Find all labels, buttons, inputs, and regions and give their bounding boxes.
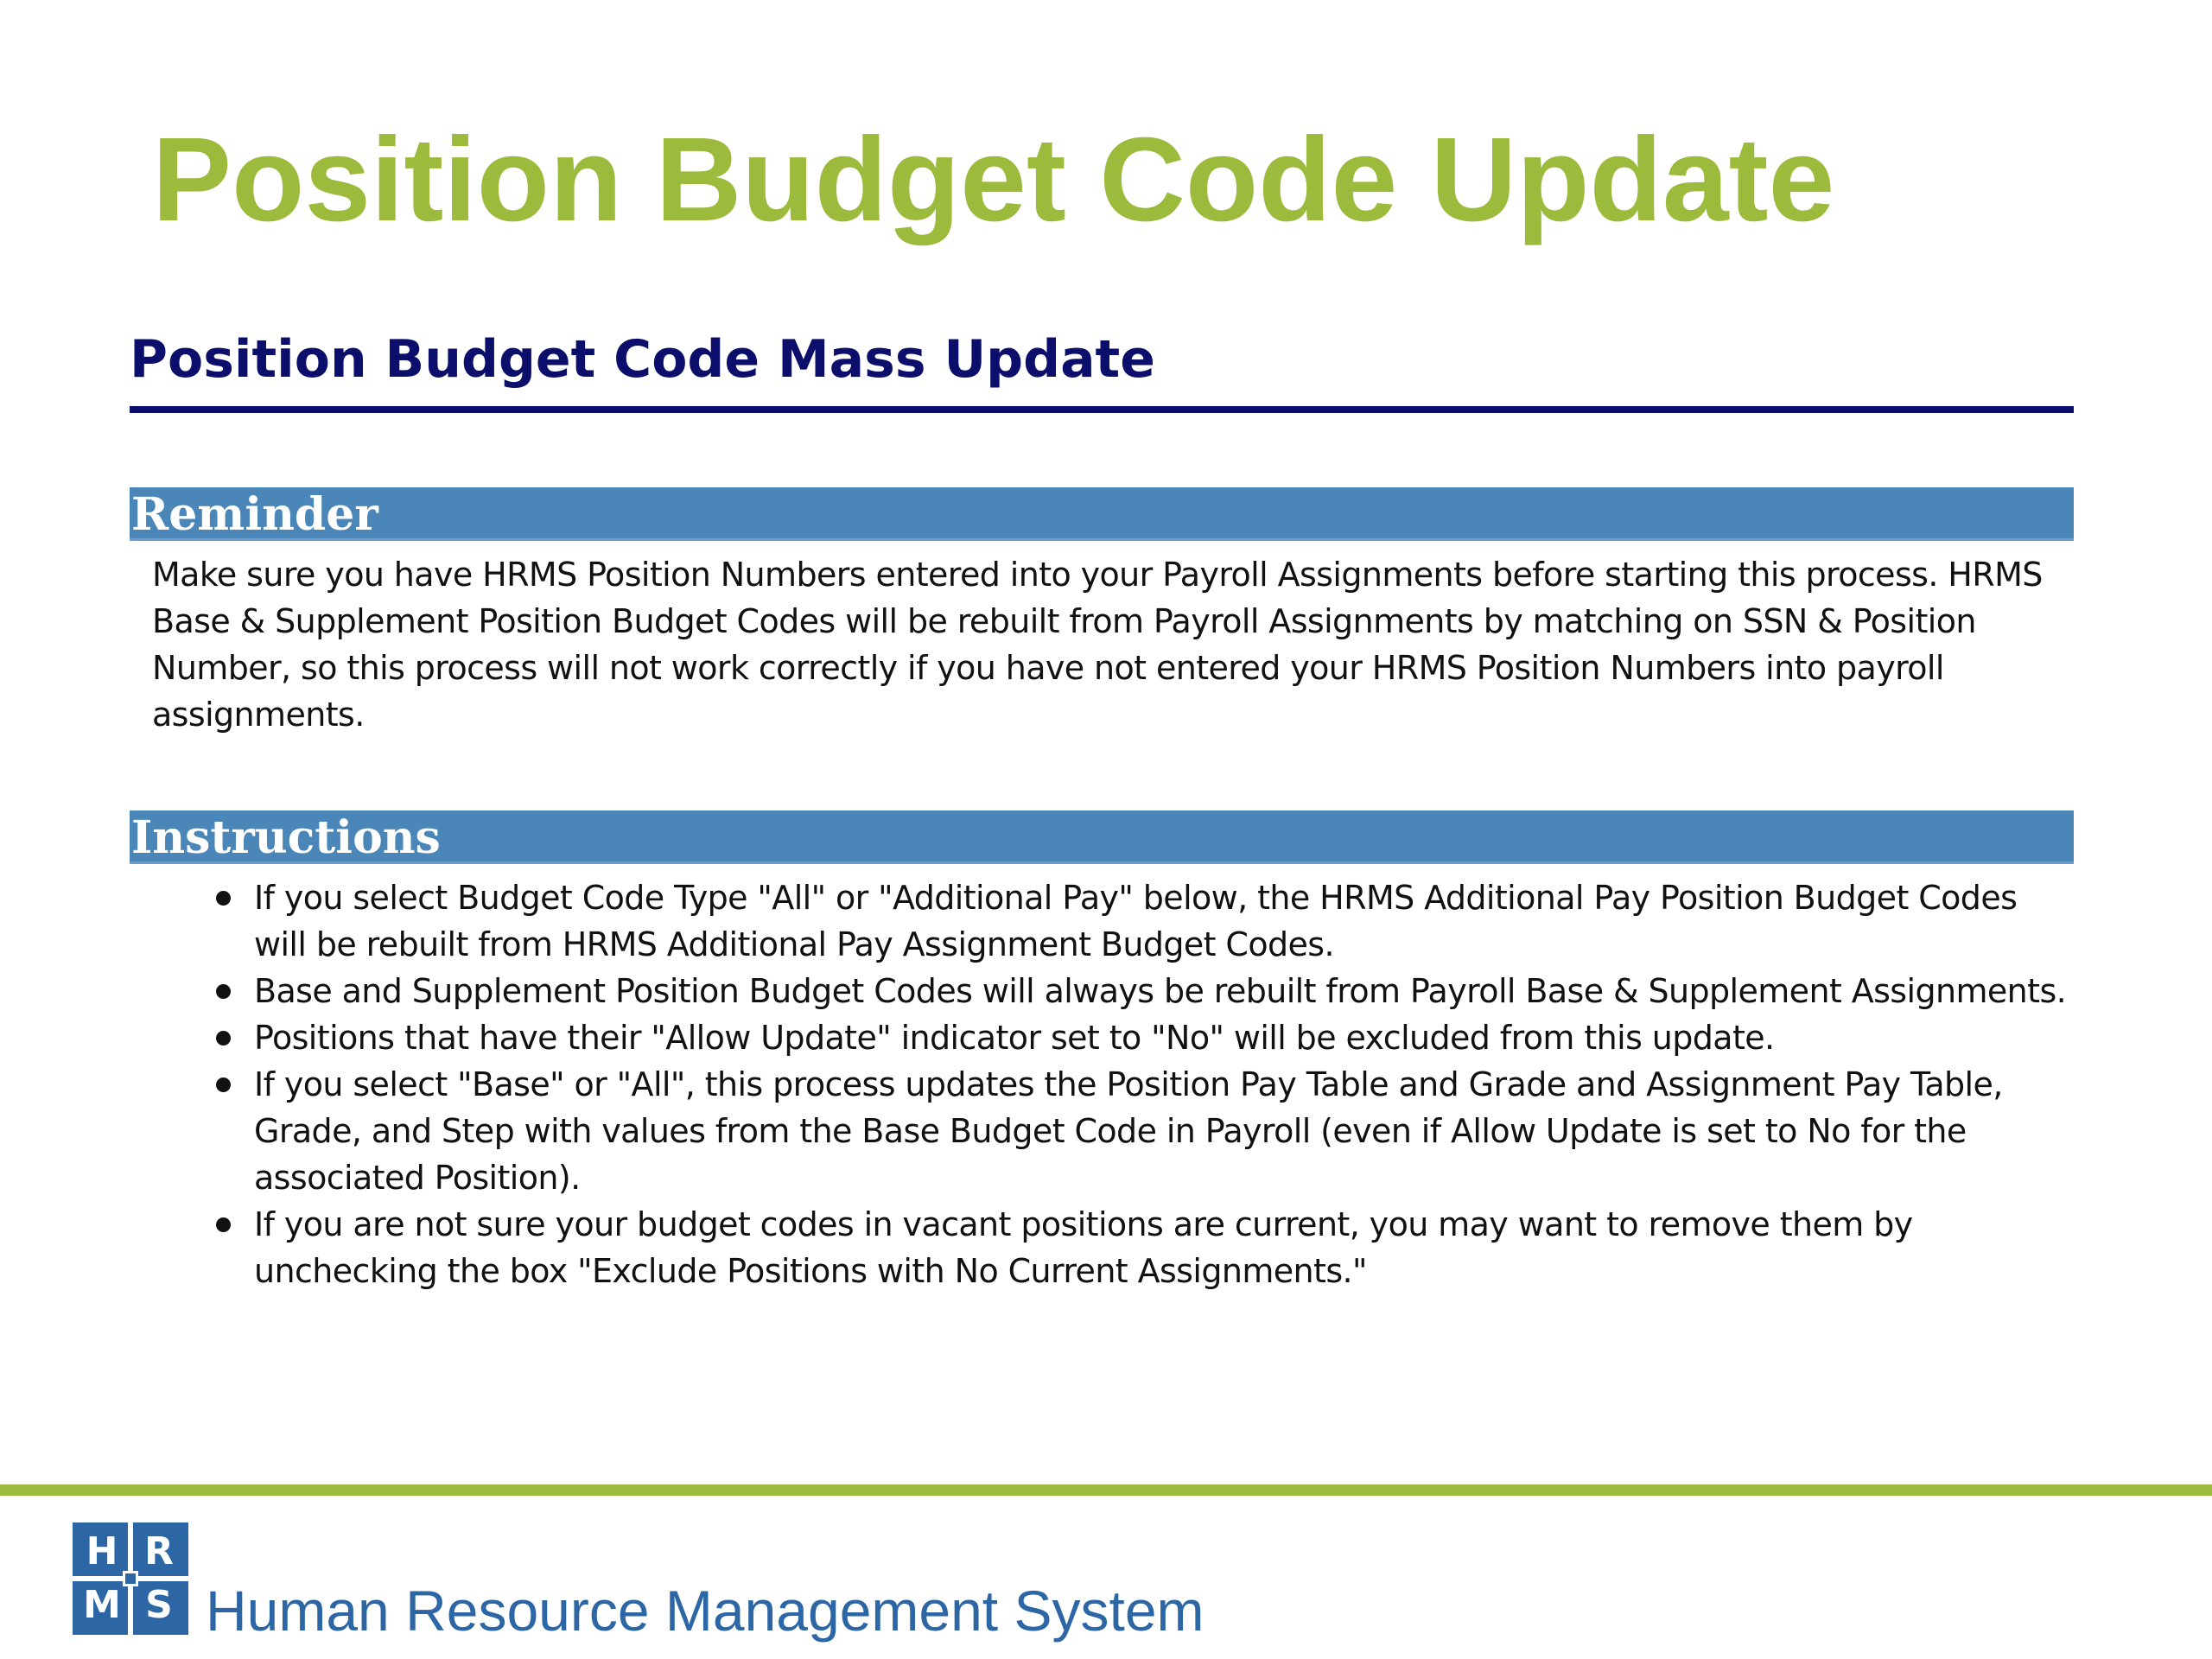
reminder-text: Make sure you have HRMS Position Numbers entered into your Payroll Assignments before starting this process. HRMS Base & Supplement Position Budget Codes will be rebuilt from Payroll Assignments by matching on SSN & Position Number, so this process will not work correctly if you have not entered your HRMS Position Numbers into payroll assignments. [152,556,2043,734]
reminder-section-header [130,487,2074,541]
logo-letter-r: R [144,1529,174,1573]
bullet-icon [216,984,231,999]
bullet-icon [216,1217,231,1232]
instruction-item [254,1061,2077,1201]
instruction-item [254,1201,2077,1294]
instructions-section-header [130,810,2074,864]
instruction-text: If you select "Base" or "All", this process updates the Position Pay Table and Grade and Assignment Pay Table, Grade, and Step with values from the Base Budget Code in Payroll (even if Allow Update is set to No for the associated Position). [254,1065,2003,1197]
instruction-item [254,1014,2077,1061]
heading-divider [130,406,2074,413]
organization-name: Human Resource Management System [206,1579,1205,1643]
hrms-logo [73,1522,188,1635]
bullet-icon [216,891,231,906]
footer-divider [0,1484,2212,1496]
page-heading: Position Budget Code Mass Update [130,329,1155,390]
bullet-icon [216,1077,231,1092]
logo-letter-h: H [86,1529,118,1573]
logo-letter-s: S [145,1583,173,1627]
instructions-list [254,874,2077,1294]
instructions-section-label: Instructions [131,811,441,864]
reminder-section-label: Reminder [131,488,378,541]
instruction-item [254,968,2077,1014]
instruction-item [254,874,2077,968]
slide-title: Position Budget Code Update [152,113,1835,246]
logo-letter-m: M [83,1583,121,1627]
instruction-text: If you select Budget Code Type "All" or "Additional Pay" below, the HRMS Additional Pay Position Budget Codes will be rebuilt from HRMS Additional Pay Assignment Budget Codes. [254,879,2018,963]
bullet-icon [216,1031,231,1046]
instruction-text: Base and Supplement Position Budget Codes will always be rebuilt from Payroll Base & Supplement Assignments. [254,972,2067,1010]
instruction-text: Positions that have their "Allow Update" indicator set to "No" will be excluded from this update. [254,1019,1775,1057]
instruction-text: If you are not sure your budget codes in vacant positions are current, you may want to remove them by unchecking the box "Exclude Positions with No Current Assignments." [254,1205,1913,1290]
